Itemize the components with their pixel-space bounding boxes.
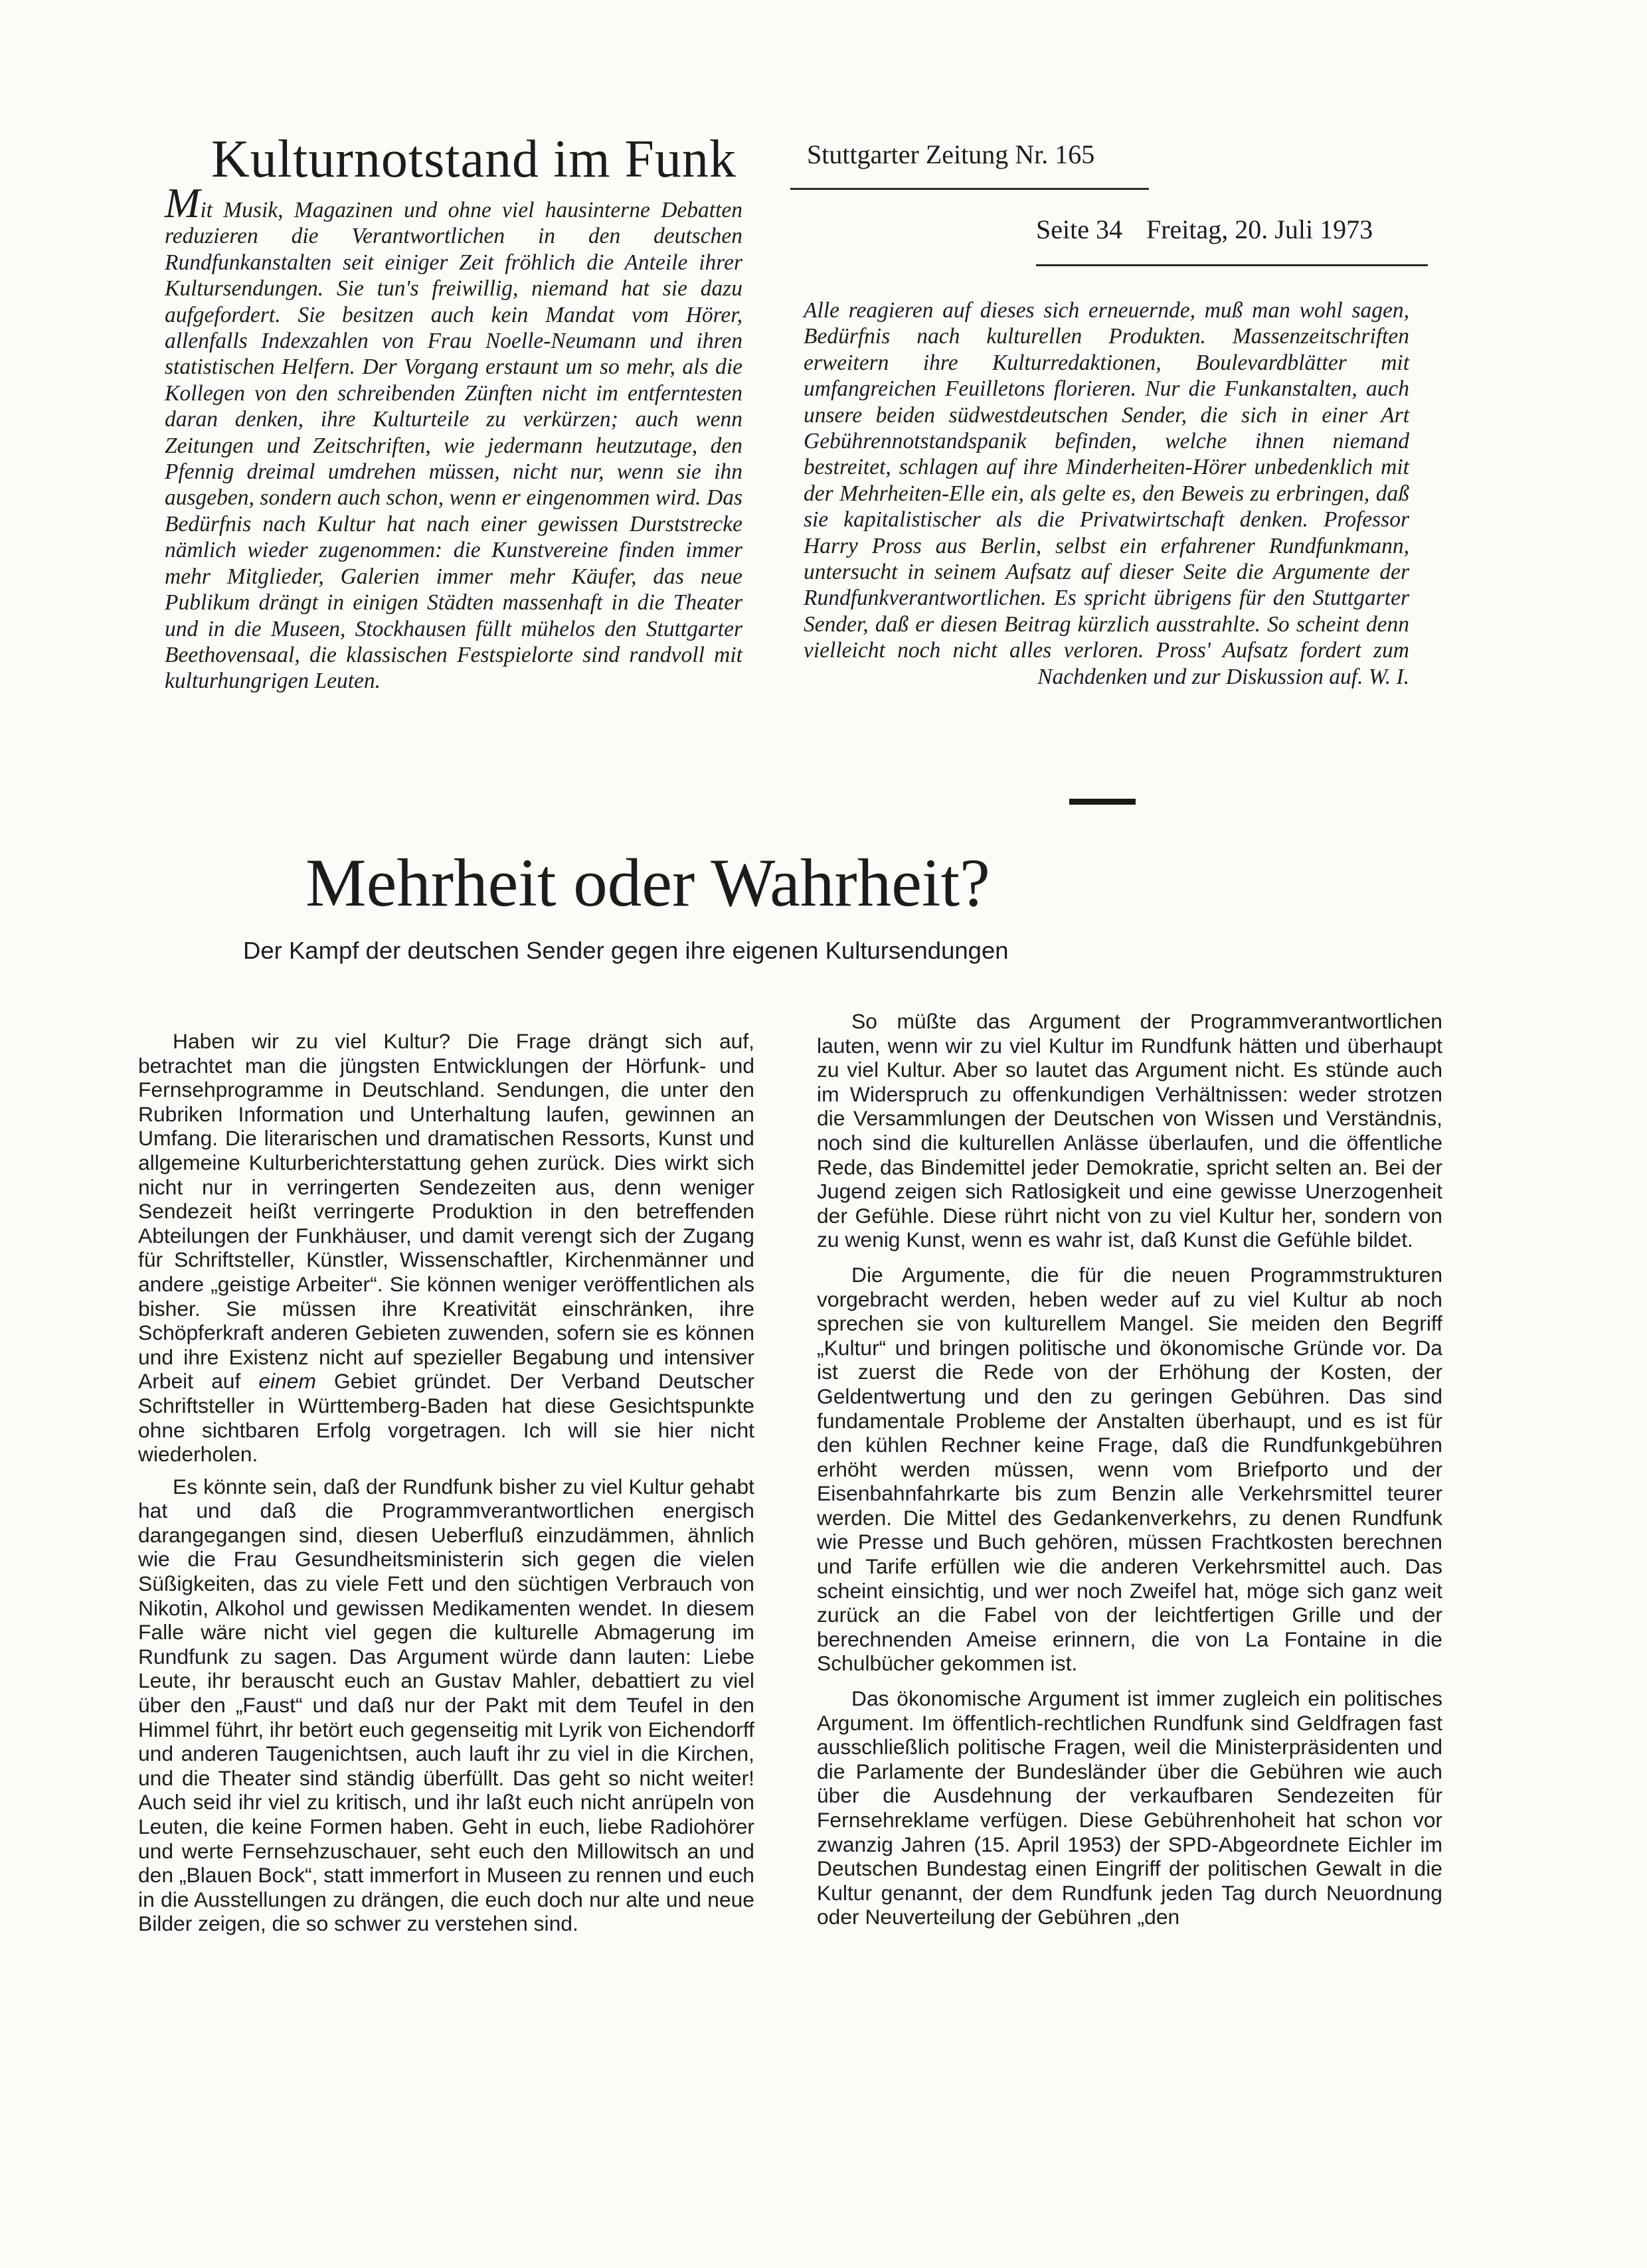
drop-cap: M [165, 179, 201, 226]
intro-left-text: it Musik, Magazinen und ohne viel hausinterne Debatten reduzieren die Verantwortlichen in den deutschen Rundfunkanstalten seit einiger Zeit fröhlich die Anteile ihrer Kultursendungen. Sie tun's freiwillig, niemand hat sie dazu aufgefordert. Sie besitzen auch kein Mandat vom Hörer, allenfalls Indexzahlen von Frau Noelle-Neumann und ihren statistischen Helfern. Der Vorgang erstaunt um so mehr, als die Kollegen von den schreibenden Zünften nicht im entferntesten daran denken, ihre Kulturteile zu verkürzen; auch wenn Zeitungen und Zeitschriften, wie jedermann heutzutage, den Pfennig dreimal umdrehen müssen, nicht nur, wenn sie ihn ausgeben, sondern auch schon, wenn er eingenommen wird. Das Bedürfnis nach Kultur hat nach einer gewissen Durststrecke nämlich wieder zugenommen: die Kunstvereine finden immer mehr Mitglieder, Galerien immer mehr Käufer, das neue Publikum drängt in einigen Städten massenhaft in die Theater und in die Museen, Stockhausen füllt mühelos den Stuttgarter Beethovensaal, die klassischen Festspielorte sind randvoll mit kulturhungrigen Leuten. [165, 198, 742, 694]
article-paragraph [138, 1029, 754, 1467]
paragraph-text: Haben wir zu viel Kultur? Die Frage drängt sich auf, betrachtet man die jüngsten Entwicklungen der Hörfunk- und Fernsehprogramme in Deutschland. Sendungen, die unter den Rubriken Information und Unterhaltung laufen, gewinnen an Umfang. Die literarischen und dramatischen Ressorts, Kunst und allgemeine Kulturberichterstattung gehen zurück. Dies wirkt sich nicht nur in verringerten Sendezeiten aus, denn weniger Sendezeit heißt verringerte Produktion in den betreffenden Abteilungen der Funkhäuser, und damit verengt sich der Zugang für Schriftsteller, Künstler, Wissenschaftler, Kirchenmänner und andere „geistige Arbeiter“. Sie können weniger veröffentlichen als bisher. Sie müssen ihre Kreativität einschränken, ihre Schöpferkraft anderen Gebieten zuwenden, sofern sie es können und ihre Existenz nicht auf spezieller Begabung und intensiver Arbeit auf [138, 1029, 754, 1394]
page-label: Seite 34 [1036, 214, 1122, 244]
intro-right-column [804, 297, 1409, 690]
article-paragraph: So müßte das Argument der Programmverantwortlichen lauten, wenn wir zu viel Kultur im Rundfunk hätten und überhaupt zu viel Kultur. Aber so lautet das Argument nicht. Es stünde auch im Widerspruch zu offenkundigen Verhältnissen: weder strotzen die Versammlungen der Deutschen von Wissen und Verständnis, noch sind die kulturellen Anlässe überlaufen, und die öffentliche Rede, das Bindemittel jeder Demokratie, spricht selten an. Bei der Jugend zeigen sich Ratlosigkeit und eine gewisse Unerzogenheit der Gefühle. Diese rührt nicht von zu viel Kultur her, sondern von zu wenig Kunst, wenn es wahr ist, daß Kunst die Gefühle bildet. [817, 1009, 1442, 1252]
intro-left-column [165, 179, 742, 694]
article-left-column [138, 1029, 754, 1936]
article-right-column [817, 1009, 1442, 1929]
dateline-rule [1036, 264, 1428, 266]
article-paragraph: Das ökonomische Argument ist immer zugleich ein politisches Argument. Im öffentlich-rechtlichen Rundfunk sind Geldfragen fast ausschließlich politische Fragen, weil die Ministerpräsidenten und die Parlamente der Bundesländer über die Gebühren wie auch über die Ausdehnung der verkaufbaren Sendezeiten für Fernsehreklame verfügen. Diese Gebührenhoheit hat schon vor zwanzig Jahren (15. April 1953) der SPD-Abgeordnete Eichler im Deutschen Bundestag einen Eingriff der politischen Gewalt in die Kultur genannt, der dem Rundfunk jeden Tag durch Neuordnung oder Neuverteilung der Gebühren „den [817, 1686, 1442, 1929]
article-subheadline: Der Kampf der deutschen Sender gegen ihre eigenen Kultursendungen [243, 937, 1009, 964]
section-separator [1069, 799, 1136, 805]
masthead-rule [790, 188, 1149, 190]
intro-right-text: Alle reagieren auf dieses sich erneuernde, muß man wohl sagen, Bedürfnis nach kulturellen Produkten. Massenzeitschriften erweitern ihre Kulturredaktionen, Boulevardblätter mit umfangreichen Feuilletons florieren. Nur die Funkanstalten, auch unsere beiden südwestdeutschen Sender, die sich in einer Art Gebührennotstandspanik befinden, welche ihnen niemand bestreitet, schlagen auf ihre Minderheiten-Hörer unbedenklich mit der Mehrheiten-Elle ein, als gelte es, den Beweis zu erbringen, daß sie kapitalistischer als die Privatwirtschaft denken. Professor Harry Pross aus Berlin, selbst ein erfahrener Rundfunkmann, untersucht in seinem Aufsatz auf dieser Seite die Argumente der Rundfunkverantwortlichen. Es spricht übrigens für den Stuttgarter Sender, daß er diesen Beitrag kürzlich ausstrahlte. So scheint denn vielleicht noch nicht alles verloren. Pross' Aufsatz fordert zum Nachdenken und zur Diskussion auf. [804, 298, 1409, 689]
author-initials: W. I. [1368, 664, 1409, 689]
article-paragraph: Es könnte sein, daß der Rundfunk bisher zu viel Kultur gehabt hat und daß die Programmverantwortlichen energisch darangegangen sind, diesen Ueberfluß einzudämmen, ähnlich wie die Frau Gesundheitsministerin sich gegen die vielen Süßigkeiten, das zu viele Fett und den süchtigen Verbrauch von Nikotin, Alkohol und gewissen Medikamenten wendet. In diesem Falle wäre nicht viel gegen die kulturelle Abmagerung im Rundfunk zu sagen. Das Argument würde dann lauten: Liebe Leute, ihr berauscht euch an Gustav Mahler, debattiert zu viel über den „Faust“ und daß nur der Pakt mit dem Teufel in den Himmel führt, ihr betört euch gegenseitig mit Lyrik von Eichendorff und anderen Taugenichtsen, auch lauft ihr zu viel in die Kirchen, und die Theater sind ständig überfüllt. Das geht so nicht weiter! Auch seid ihr viel zu kritisch, und ihr laßt euch nicht anrüpeln von Leuten, die keine Formen haben. Geht in euch, liebe Radiohörer und werte Fernsehzuschauer, seht euch den Millowitsch an und den „Blauen Bock“, statt immerfort in Museen zu rennen und euch in die Ausstellungen zu drängen, die euch doch nur alte und neue Bilder zeigen, die so schwer zu verstehen sind. [138, 1474, 754, 1936]
emphasized-word: einem [258, 1369, 316, 1394]
newspaper-masthead: Stuttgarter Zeitung Nr. 165 [807, 139, 1095, 169]
issue-date: Freitag, 20. Juli 1973 [1146, 214, 1373, 244]
article-headline: Mehrheit oder Wahrheit? [305, 845, 990, 921]
top-headline: Kulturnotstand im Funk [211, 130, 737, 189]
article-paragraph: Die Argumente, die für die neuen Programmstrukturen vorgebracht werden, heben weder auf zu viel Kultur ab noch sprechen sie von kulturellem Mangel. Sie meiden den Begriff „Kultur“ und bringen politische und ökonomische Gründe vor. Da ist zuerst die Rede von der Erhöhung der Kosten, der Geldentwertung und den zu geringen Gebühren. Das sind fundamentale Probleme der Anstalten überhaupt, und es ist für den kühlen Rechner keine Frage, daß die Rundfunkgebühren erhöht werden müssen, wenn vom Briefporto und der Eisenbahnfahrkarte bis zum Benzin alle Verkehrsmittel teurer werden. Die Mittel des Gedankenverkehrs, zu denen Rundfunk wie Presse und Buch gehören, müssen Frachtkosten berechnen und Tarife erfüllen wie die anderen Verkehrsmittel auch. Das scheint einsichtig, und wer noch Zweifel hat, möge sich ganz weit zurück an die Fabel von der leichtfertigen Grille und der berechnenden Ameise erinnern, die von La Fontaine in die Schulbücher gekommen ist. [817, 1262, 1442, 1676]
dateline [1036, 211, 1434, 248]
paragraph-text: Gebiet gründet. Der Verband Deutscher Schriftsteller in Württemberg-Baden hat diese Gesichtspunkte ohne sichtbaren Erfolg vorgetragen. Ich will sie hier nicht wiederholen. [138, 1369, 755, 1467]
